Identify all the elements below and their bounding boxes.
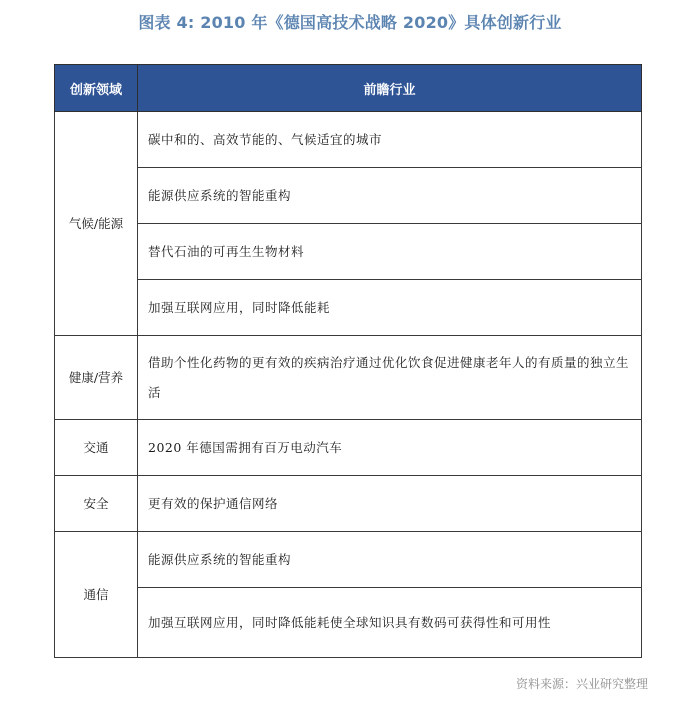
industry-cell: 替代石油的可再生生物材料 <box>138 224 642 280</box>
industry-cell: 2020 年德国需拥有百万电动汽车 <box>138 420 642 476</box>
header-innovation-area: 创新领域 <box>55 65 138 112</box>
table-row <box>55 336 642 420</box>
industry-cell: 能源供应系统的智能重构 <box>138 532 642 588</box>
area-cell-health-nutrition: 健康/营养 <box>55 336 138 420</box>
industry-cell: 借助个性化药物的更有效的疾病治疗通过优化饮食促进健康老年人的有质量的独立生活 <box>138 336 642 420</box>
area-cell-transport: 交通 <box>55 420 138 476</box>
industry-cell: 碳中和的、高效节能的、气候适宜的城市 <box>138 112 642 168</box>
area-cell-communication: 通信 <box>55 532 138 658</box>
area-cell-climate-energy: 气候/能源 <box>55 112 138 336</box>
table-row <box>55 588 642 658</box>
table-row <box>55 112 642 168</box>
industry-cell: 加强互联网应用，同时降低能耗 <box>138 280 642 336</box>
table-row <box>55 224 642 280</box>
header-prospective-industry: 前瞻行业 <box>138 65 642 112</box>
innovation-table <box>54 64 642 658</box>
industry-cell: 更有效的保护通信网络 <box>138 476 642 532</box>
area-cell-security: 安全 <box>55 476 138 532</box>
table-header-row <box>55 65 642 112</box>
industry-cell: 能源供应系统的智能重构 <box>138 168 642 224</box>
industry-cell: 加强互联网应用，同时降低能耗使全球知识具有数码可获得性和可用性 <box>138 588 642 658</box>
table-row <box>55 476 642 532</box>
table-row <box>55 532 642 588</box>
table-row <box>55 420 642 476</box>
table-row <box>55 168 642 224</box>
source-note: 资料来源：兴业研究整理 <box>515 677 648 691</box>
figure-title: 图表 4: 2010 年《德国高技术战略 2020》具体创新行业 <box>138 13 562 32</box>
table-row <box>55 280 642 336</box>
